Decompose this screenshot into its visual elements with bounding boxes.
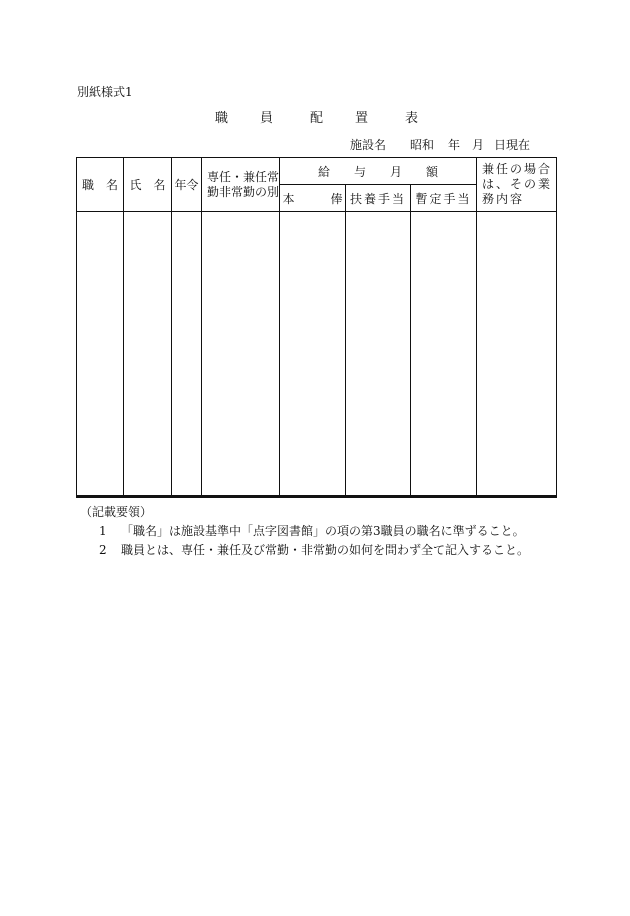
blank-cell[interactable] (77, 212, 124, 497)
note-item (99, 522, 525, 539)
staff-table (76, 157, 557, 498)
note-text: 「職名」は施設基準中「点字図書館」の項の第3職員の職名に準ずること。 (121, 524, 525, 538)
blank-cell[interactable] (172, 212, 202, 497)
title-char: 置 (355, 111, 369, 126)
blank-cell[interactable] (124, 212, 172, 497)
facility-label: 施設名 (350, 138, 387, 152)
blank-cell[interactable] (202, 212, 280, 497)
header-provisional-allowance: 暫定手当 (411, 185, 477, 212)
blank-cell[interactable] (411, 212, 477, 497)
title-char: 表 (405, 111, 419, 126)
title-char: 員 (260, 111, 274, 126)
blank-cell[interactable] (346, 212, 411, 497)
title-char: 職 (215, 111, 229, 126)
era-label: 昭和 (410, 138, 435, 152)
date-suffix: 日現在 (494, 138, 531, 152)
blank-cell[interactable] (477, 212, 557, 497)
header-name: 氏 名 (124, 158, 172, 212)
note-number: 2 (99, 543, 107, 557)
title-char: 配 (310, 111, 324, 126)
form-number: 別紙様式1 (77, 85, 133, 99)
header-salary-group: 給 与 月 額 (280, 158, 477, 185)
header-family-allowance: 扶養手当 (346, 185, 411, 212)
header-base-pay: 本 俸 (280, 185, 346, 212)
notes-heading: （記載要領） (80, 505, 153, 519)
month-label: 月 (472, 138, 485, 152)
blank-cell[interactable] (280, 212, 346, 497)
header-employment-type: 専任・兼任常勤非常勤の別 (202, 158, 280, 212)
note-number: 1 (99, 524, 107, 538)
note-text: 職員とは、専任・兼任及び常勤・非常勤の如何を問わず全て記入すること。 (121, 543, 530, 557)
header-age: 年令 (172, 158, 202, 212)
year-label: 年 (448, 138, 461, 152)
header-concurrent-duties: 兼任の場合は、その業務内容 (477, 158, 557, 212)
header-job-title: 職 名 (77, 158, 124, 212)
note-item (99, 541, 529, 558)
